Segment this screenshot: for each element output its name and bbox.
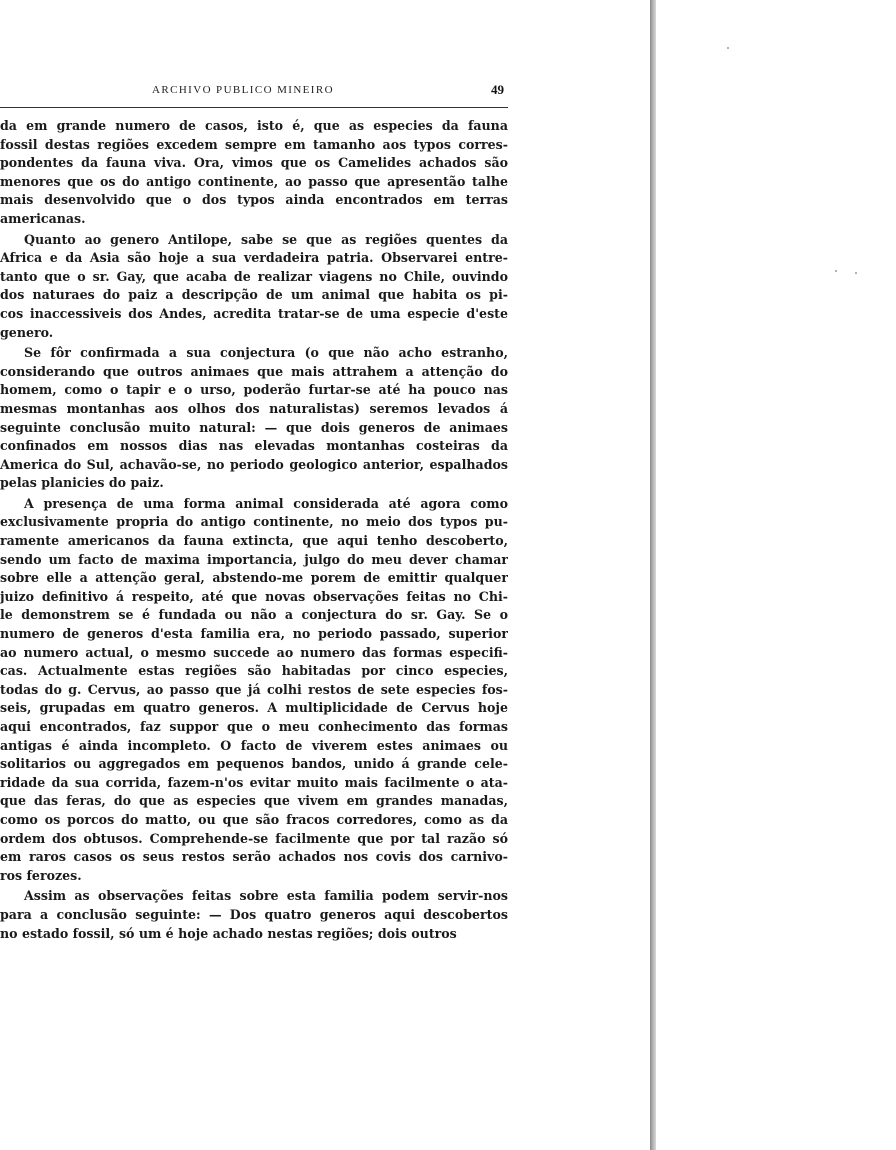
text-line: Quanto ao genero Antilope, sabe se que as regiões quentes da [24, 231, 508, 247]
text-line: que das feras, do que as especies que vivem em grandes manadas, [0, 793, 508, 809]
text-line: Se fôr confirmada a sua conjectura (o que não acho estranho, [24, 345, 508, 361]
scan-speck [835, 270, 837, 272]
text-line: cos inaccessiveis dos Andes, acredita tratar-se de uma especie d'este [0, 305, 508, 321]
page-gutter-shadow [650, 0, 656, 1150]
paragraph [0, 495, 508, 885]
text-line: fossil destas regiões excedem sempre em tamanho aos typos corres- [0, 136, 508, 152]
text-line: para a conclusão seguinte: — Dos quatro generos aqui descobertos [0, 906, 508, 922]
text-line: ros ferozes. [0, 867, 82, 883]
scan-speck [855, 272, 857, 274]
running-title: ARCHIVO PUBLICO MINEIRO [152, 84, 334, 96]
text-line: ridade da sua corrida, fazem-n'os evitar muito mais facilmente o ata- [0, 774, 508, 790]
paragraph [0, 231, 508, 343]
text-line: A presença de uma forma animal considerada até agora como [24, 495, 508, 511]
text-line: todas do g. Cervus, ao passo que já colhi restos de sete especies fos- [0, 681, 508, 697]
text-line: Africa e da Asia são hoje a sua verdadeira patria. Observarei entre- [0, 250, 508, 266]
text-line: mais desenvolvido que o dos typos ainda encontrados em terras [0, 192, 508, 208]
text-line: numero de generos d'esta familia era, no periodo passado, superior [0, 626, 508, 642]
text-line: cas. Actualmente estas regiões são habitadas por cinco especies, [0, 663, 508, 679]
text-line: aqui encontrados, faz suppor que o meu conhecimento das formas [0, 719, 508, 734]
text-line: dos naturaes do paiz a descripção de um animal que habita os pi- [0, 287, 508, 303]
text-line: juizo definitivo á respeito, até que novas observações feitas no Chi- [0, 588, 508, 604]
text-line: seis, grupadas em quatro generos. A multiplicidade de Cervus hoje [0, 700, 508, 716]
text-line: confinados em nossos dias nas elevadas montanhas costeiras da [0, 438, 508, 454]
text-line: ao numero actual, o mesmo succede ao numero das formas especifi- [0, 644, 508, 660]
paragraph [0, 887, 508, 943]
text-line: homem, como o tapir e o urso, poderão furtar-se até ha pouco nas [0, 382, 508, 398]
text-line: pelas planicies do paiz. [0, 475, 164, 491]
text-line: mesmas montanhas aos olhos dos naturalistas) seremos levados á [0, 400, 508, 416]
text-line: em raros casos os seus restos serão achados nos covis dos carnivo- [0, 849, 508, 865]
scan-speck [727, 47, 729, 49]
running-header [0, 84, 507, 104]
text-line: ramente americanos da fauna extincta, que aqui tenho descoberto, [0, 533, 508, 549]
text-line: genero. [0, 324, 54, 340]
text-line: exclusivamente propria do antigo continente, no meio dos typos pu- [0, 514, 508, 530]
paragraph [0, 117, 508, 229]
text-line: considerando que outros animaes que mais attrahem a attenção do [0, 363, 508, 379]
body-text [0, 117, 508, 945]
text-line: solitarios ou aggregados em pequenos bandos, unido á grande cele- [0, 756, 508, 772]
text-line: sobre elle a attenção geral, abstendo-me porem de emittir qualquer [0, 570, 508, 586]
header-rule [0, 107, 508, 108]
text-line: menores que os do antigo continente, ao passo que apresentão talhe [0, 173, 508, 189]
text-line: pondentes da fauna viva. Ora, vimos que os Camelides achados são [0, 155, 508, 171]
text-line: ordem dos obtusos. Comprehende-se facilmente que por tal razão só [0, 830, 508, 846]
text-line: americanas. [0, 210, 86, 226]
paragraph [0, 344, 508, 493]
text-line: seguinte conclusão muito natural: — que dois generos de animaes [0, 419, 508, 435]
text-line: America do Sul, achavão-se, no periodo geologico anterior, espalhados [0, 456, 508, 472]
text-line: da em grande numero de casos, isto é, que as especies da fauna [0, 118, 508, 133]
text-line: le demonstrem se é fundada ou não a conjectura do sr. Gay. Se o [0, 607, 508, 623]
text-line: Assim as observações feitas sobre esta familia podem servir-nos [24, 888, 508, 904]
text-line: tanto que o sr. Gay, que acaba de realizar viagens no Chile, ouvindo [0, 268, 508, 284]
text-line: como os porcos do matto, ou que são fracos corredores, como as da [0, 811, 508, 827]
page-number: 49 [491, 82, 504, 97]
text-line: antigas é ainda incompleto. O facto de viverem estes animaes ou [0, 737, 508, 753]
text-line: sendo um facto de maxima importancia, julgo do meu dever chamar [0, 551, 508, 567]
text-line: no estado fossil, só um é hoje achado nestas regiões; dois outros [0, 925, 457, 941]
